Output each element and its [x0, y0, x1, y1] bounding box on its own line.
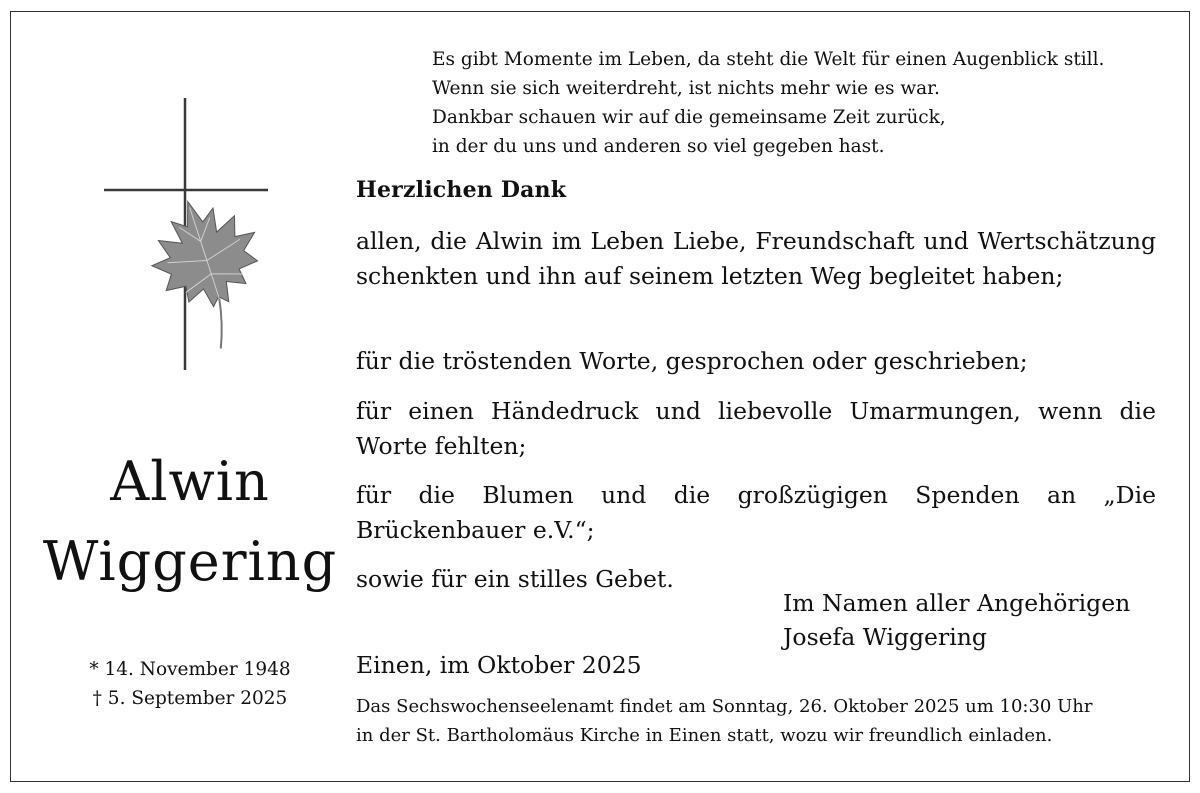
thanks-paragraph: für die Blumen und die großzügigen Spenden an „Die Brückenbauer e.V.“; — [356, 481, 1156, 544]
thanks-heading: Herzlichen Dank — [356, 177, 567, 203]
poem-line: Es gibt Momente im Leben, da steht die Welt für einen Augenblick still. — [432, 49, 1105, 70]
service-notice — [356, 692, 1166, 750]
death-date: † 5. September 2025 — [92, 688, 288, 709]
thanks-paragraph: für die tröstenden Worte, gesprochen oder geschrieben; — [356, 347, 1028, 375]
signature-line: Im Namen aller Angehörigen — [783, 589, 1131, 617]
deceased-first-name: Alwin — [110, 450, 270, 513]
opening-poem — [432, 45, 1172, 161]
poem-line: Wenn sie sich weiterdreht, ist nichts mehr wie es war. — [432, 78, 940, 99]
service-notice-line: in der St. Bartholomäus Kirche in Einen statt, wozu wir freundlich einladen. — [356, 725, 1053, 746]
thanks-paragraph: sowie für ein stilles Gebet. — [356, 565, 674, 593]
signature — [783, 586, 1130, 654]
deceased-last-name: Wiggering — [42, 530, 338, 593]
place-date: Einen, im Oktober 2025 — [356, 651, 642, 679]
poem-line: in der du uns und anderen so viel gegeben hast. — [432, 136, 885, 157]
signature-name: Josefa Wiggering — [783, 623, 987, 651]
thanks-paragraph: allen, die Alwin im Leben Liebe, Freundschaft und Wertschätzung schenkten und ihn auf seinem letzten Weg begleitet haben; — [356, 227, 1156, 290]
service-notice-line: Das Sechswochenseelenamt findet am Sonntag, 26. Oktober 2025 um 10:30 Uhr — [356, 696, 1093, 717]
cross-leaf-icon — [100, 95, 280, 375]
thanks-paragraph: für einen Händedruck und liebevolle Umarmungen, wenn die Worte fehlten; — [356, 397, 1156, 460]
birth-date: * 14. November 1948 — [89, 659, 291, 680]
poem-line: Dankbar schauen wir auf die gemeinsame Zeit zurück, — [432, 107, 946, 128]
life-dates — [40, 655, 340, 713]
